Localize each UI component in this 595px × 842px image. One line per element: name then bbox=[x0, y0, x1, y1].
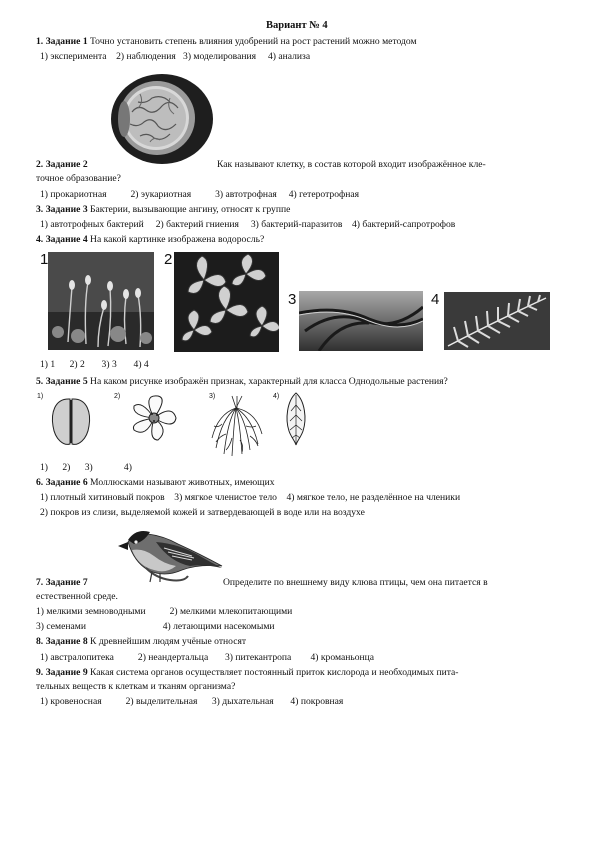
question-2-text-2: точное образование? bbox=[36, 173, 121, 184]
question-7-label: 7. Задание 7 bbox=[36, 577, 88, 588]
question-8-text: К древнейшим людям учёные относят bbox=[90, 636, 247, 647]
question-1 bbox=[36, 36, 417, 48]
question-4-options: 1) 1 2) 2 3) 3 4) 4 bbox=[40, 359, 149, 370]
question-6 bbox=[36, 477, 275, 489]
question-2-options: 1) прокариотная 2) эукариотная 3) автотрофная 4) гетеротрофная bbox=[40, 189, 360, 200]
question-3-options: 1) автотрофных бактерий 2) бактерий гниения 3) бактерий-паразитов 4) бактерий-сапротрофов bbox=[40, 219, 456, 230]
cell-organelle-image bbox=[110, 72, 214, 166]
picture-number-1: 1 bbox=[40, 251, 49, 268]
question-9-text-1: Какая система органов осуществляет постоянный приток кислорода и необходимых пита- bbox=[90, 667, 459, 678]
seed-drawing bbox=[50, 396, 92, 448]
question-4 bbox=[36, 234, 264, 246]
clover-photo bbox=[174, 252, 279, 352]
question-6-text: Моллюсками называют животных, имеющих bbox=[90, 477, 275, 488]
flower-drawing bbox=[124, 394, 184, 444]
question-1-label: 1. Задание 1 bbox=[36, 36, 88, 47]
algae-photo bbox=[299, 291, 423, 351]
fern-photo bbox=[444, 292, 550, 350]
question-6-options-2: 2) покров из слизи, выделяемой кожей и затвердевающей в воде или на воздухе bbox=[40, 507, 365, 518]
question-5 bbox=[36, 376, 448, 388]
question-6-options-1: 1) плотный хитиновый покров 3) мягкое членистое тело 4) мягкое тело, не разделённое на членики bbox=[40, 492, 461, 503]
question-9-text-2: тельных веществ к клеткам и тканям организма? bbox=[36, 681, 236, 692]
roots-drawing bbox=[210, 394, 264, 458]
drawing-number-4: 4) bbox=[273, 393, 280, 400]
drawing-number-3: 3) bbox=[209, 393, 216, 400]
moss-photo bbox=[48, 252, 154, 350]
question-2-label-line bbox=[36, 159, 88, 171]
question-6-label: 6. Задание 6 bbox=[36, 477, 88, 488]
question-9-options: 1) кровеносная 2) выделительная 3) дыхательная 4) покровная bbox=[40, 696, 344, 707]
question-3-label: 3. Задание 3 bbox=[36, 204, 88, 215]
question-7-text-1: Определите по внешнему виду клюва птицы, чем она питается в bbox=[223, 577, 488, 588]
question-9-label: 9. Задание 9 bbox=[36, 667, 88, 678]
question-7-options-2: 3) семенами 4) летающими насекомыми bbox=[36, 621, 275, 632]
question-7-options-1: 1) мелкими земноводными 2) мелкими млекопитающими bbox=[36, 606, 293, 617]
question-5-options: 1) 2) 3) 4) bbox=[40, 462, 132, 473]
drawing-number-1: 1) bbox=[37, 393, 44, 400]
question-7-text-2: естественной среде. bbox=[36, 591, 118, 602]
question-4-label: 4. Задание 4 bbox=[36, 234, 88, 245]
page-title: Вариант № 4 bbox=[266, 20, 328, 31]
question-5-label: 5. Задание 5 bbox=[36, 376, 88, 387]
question-4-text: На какой картинке изображена водоросль? bbox=[90, 234, 265, 245]
picture-number-3: 3 bbox=[288, 291, 297, 308]
question-1-options: 1) эксперимента 2) наблюдения 3) моделирования 4) анализа bbox=[40, 51, 311, 62]
question-1-text: Точно установить степень влияния удобрений на рост растений можно методом bbox=[90, 36, 417, 47]
question-3 bbox=[36, 204, 290, 216]
question-8-label: 8. Задание 8 bbox=[36, 636, 88, 647]
question-2-text-1: Как называют клетку, в состав которой входит изображённое кле- bbox=[217, 159, 486, 170]
leaf-drawing bbox=[285, 391, 307, 447]
question-2-label: 2. Задание 2 bbox=[36, 159, 88, 170]
question-5-text: На каком рисунке изображён признак, характерный для класса Однодольные растения? bbox=[90, 376, 448, 387]
question-3-text: Бактерии, вызывающие ангину, относят к группе bbox=[90, 204, 291, 215]
drawing-number-2: 2) bbox=[114, 393, 121, 400]
question-9 bbox=[36, 667, 459, 679]
bird-picture bbox=[106, 522, 224, 586]
picture-number-2: 2 bbox=[164, 251, 173, 268]
picture-number-4: 4 bbox=[431, 291, 440, 308]
question-7-label-line bbox=[36, 577, 88, 589]
question-8 bbox=[36, 636, 246, 648]
question-8-options: 1) австралопитека 2) неандертальца 3) питекантропа 4) кроманьонца bbox=[40, 652, 375, 663]
